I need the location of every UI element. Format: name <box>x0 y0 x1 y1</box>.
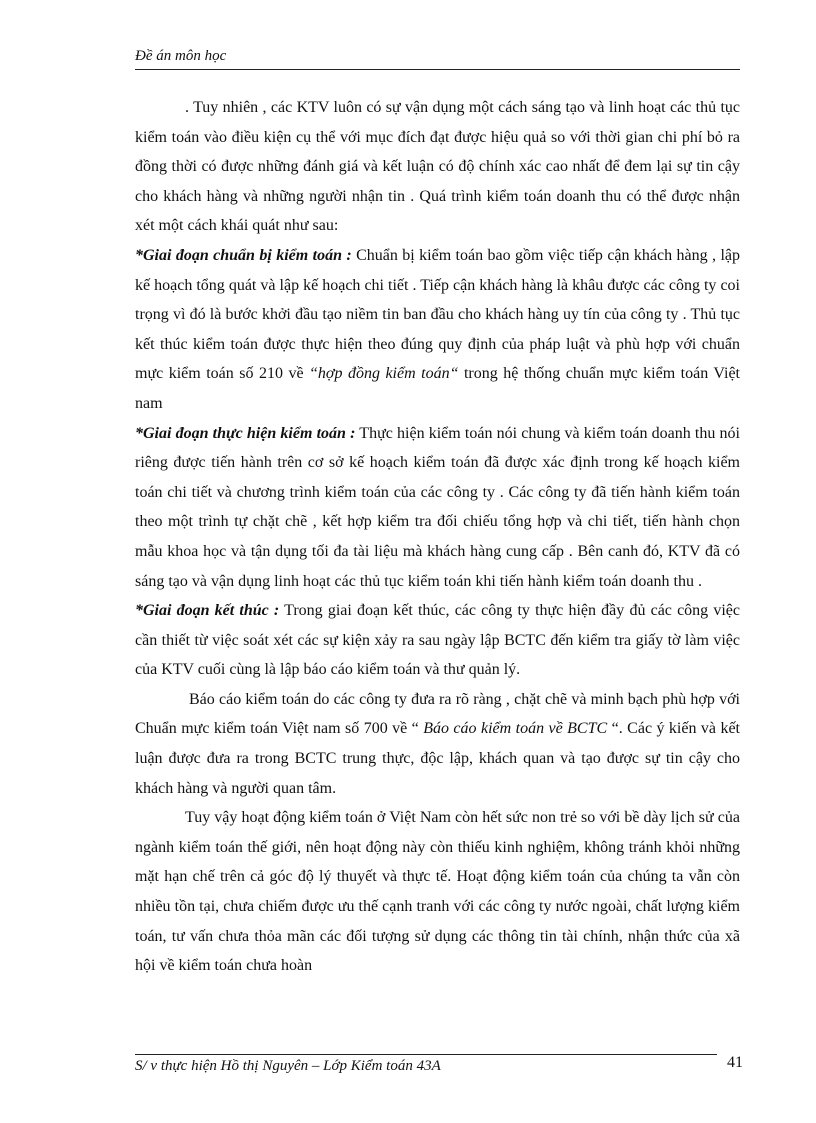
section-heading-preparation: *Giai đoạn chuẩn bị kiểm toán : <box>135 246 352 264</box>
paragraph-text: Chuẩn bị kiểm toán bao gồm việc tiếp cận khách hàng , lập kế hoạch tổng quát và lập kế hoạch chi tiết . Tiếp cận khách hàng là khâu được các công ty coi trọng vì đó là bước khởi đầu tạo niềm tin ban đầu cho khách hàng uy tín của công ty . Thủ tục kết thúc kiểm toán được thực hiện theo đúng quy định của pháp luật và phù hợp với chuẩn mực kiểm toán số 210 về <box>135 246 741 383</box>
paragraph-tail: trong hệ thống chuẩn mực kiểm toán Việt nam <box>135 365 741 412</box>
paragraph-limitations: Tuy vậy hoạt động kiểm toán ở Việt Nam còn hết sức non trẻ so với bề dày lịch sử của ngành kiểm toán thế giới, nên hoạt động này còn thiếu kinh nghiệm, không tránh khỏi những mặt hạn chế trên cả góc độ lý thuyết và thực tế. Hoạt động kiểm toán của chúng ta vẫn còn nhiều tồn tại, chưa chiếm được ưu thế cạnh tranh với các công ty nước ngoài, chất lượng kiểm toán, tư vấn chưa thỏa mãn các đối tượng sử dụng các thông tin tài chính, nhận thức của xã hội về kiểm toán chưa hoàn <box>135 809 740 975</box>
paragraph-text: Trong giai đoạn kết thúc, các công ty thực hiện đầy đủ các công việc cần thiết từ việc soát xét các sự kiện xảy ra sau ngày lập BCTC đến kiểm tra giấy tờ làm việc của KTV cuối cùng là lập báo cáo kiểm toán và thư quản lý. <box>135 602 741 679</box>
paragraph-conclusion <box>135 596 740 685</box>
page-header <box>135 48 740 70</box>
page-number: 41 <box>727 1054 743 1071</box>
section-heading-conclusion: *Giai đoạn kết thúc : <box>135 602 280 620</box>
italic-reference: Báo cáo kiểm toán về BCTC <box>418 720 612 738</box>
paragraph-preparation <box>135 241 740 419</box>
paragraph-text: Báo cáo kiểm toán do các công ty đưa ra rõ ràng , chặt chẽ và minh bạch phù hợp với Chuẩn mực kiểm toán Việt nam số 700 về “ <box>135 690 740 738</box>
footer-divider <box>135 1054 717 1055</box>
header-title: Đề án môn học <box>135 48 227 64</box>
footer-author: S/ v thực hiện Hồ thị Nguyên – Lớp Kiểm toán 43A <box>135 1058 441 1074</box>
paragraph-text: Thực hiện kiểm toán nói chung và kiểm toán doanh thu nói riêng được tiến hành trên cơ sở kế hoạch kiểm toán đã được xác định trong kế hoạch kiểm toán chi tiết và chương trình kiểm toán của các công ty . Các công ty đã tiến hành kiểm toán theo một trình tự chặt chẽ , kết hợp kiểm tra đối chiếu tổng hợp và chi tiết, tiến hành chọn mẫu khoa học và tận dụng tối đa tài liệu mà khách hàng cung cấp . Bên canh đó, KTV đã có sáng tạo và vận dụng linh hoạt các thủ tục kiểm toán khi tiến hành kiểm toán doanh thu . <box>135 424 740 590</box>
paragraph-report <box>135 685 740 803</box>
paragraph-intro: . Tuy nhiên , các KTV luôn có sự vận dụng một cách sáng tạo và linh hoạt các thủ tục kiểm toán vào điều kiện cụ thể với mục đích đạt được hiệu quả so với thời gian chi phí bỏ ra đồng thời có được những đánh giá và kết luận có độ chính xác cao nhất để đem lại sự tin cậy cho khách hàng và những người nhận tin . Quá trình kiểm toán doanh thu có thể được nhận xét một cách khái quát như sau: <box>135 99 740 235</box>
italic-reference: “hợp đồng kiểm toán“ <box>309 365 459 383</box>
section-heading-execution: *Giai đoạn thực hiện kiểm toán : <box>135 424 356 442</box>
document-body <box>135 93 740 981</box>
paragraph-execution <box>135 419 740 597</box>
paragraph-tail: “. Các ý kiến và kết luận được đưa ra trong BCTC trung thực, độc lập, khách quan và tạo được sự tin cậy cho khách hàng và người quan tâm. <box>135 720 741 797</box>
